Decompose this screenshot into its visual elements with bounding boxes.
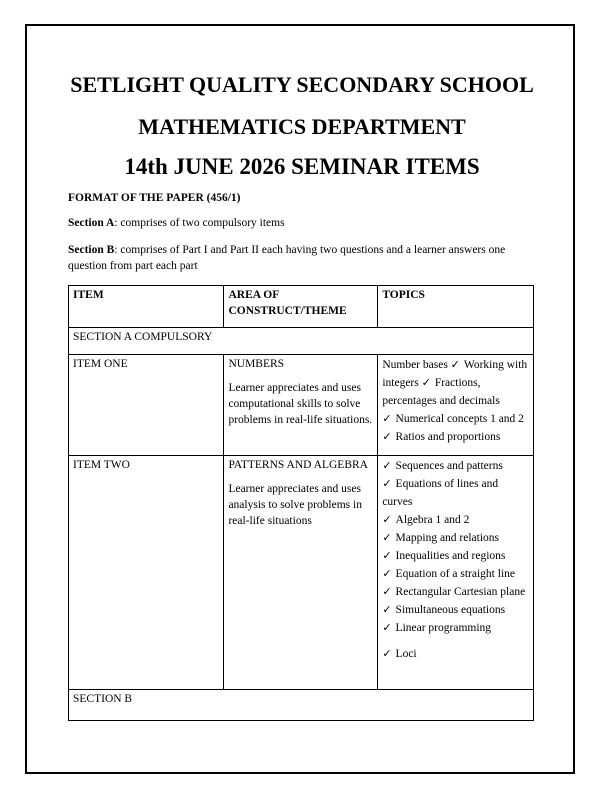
checkmark-icon: ✓ bbox=[382, 647, 392, 660]
header-item: ITEM bbox=[69, 286, 224, 328]
checkmark-icon: ✓ bbox=[450, 358, 460, 371]
section-b-label: Section B bbox=[68, 244, 115, 256]
area-title: PATTERNS AND ALGEBRA bbox=[228, 459, 368, 471]
checkmark-icon: ✓ bbox=[382, 585, 392, 598]
header-topics: TOPICS bbox=[378, 286, 534, 328]
table-row bbox=[69, 456, 534, 690]
section-a-description bbox=[68, 215, 536, 231]
topic-item: ✓ Linear programming bbox=[382, 621, 492, 634]
topic-item: ✓ Loci bbox=[382, 647, 417, 660]
section-a-text: : comprises of two compulsory items bbox=[114, 217, 285, 229]
checkmark-icon: ✓ bbox=[382, 621, 392, 634]
checkmark-icon: ✓ bbox=[382, 531, 392, 544]
section-a-cell: SECTION A COMPULSORY bbox=[69, 328, 534, 355]
checkmark-icon: ✓ bbox=[382, 513, 392, 526]
topic-item: ✓ Sequences and patterns bbox=[382, 459, 503, 472]
topic-item: ✓ Mapping and relations bbox=[382, 531, 500, 544]
items-table bbox=[68, 285, 534, 721]
topics-cell bbox=[378, 456, 534, 690]
topics-cell bbox=[378, 355, 534, 456]
topic-item: ✓ Inequalities and regions bbox=[382, 549, 506, 562]
checkmark-icon: ✓ bbox=[382, 412, 392, 425]
format-heading: FORMAT OF THE PAPER (456/1) bbox=[68, 192, 241, 204]
table-row bbox=[69, 355, 534, 456]
area-cell bbox=[224, 456, 378, 690]
seminar-title: 14th JUNE 2026 SEMINAR ITEMS bbox=[124, 154, 480, 179]
topic-item: Fractions, percentages and decimals bbox=[382, 377, 500, 407]
section-a-label: Section A bbox=[68, 217, 115, 229]
area-description: Learner appreciates and uses computational skills to solve problems in real-life situations. bbox=[228, 382, 373, 426]
table-header-row bbox=[69, 286, 534, 328]
area-cell bbox=[224, 355, 378, 456]
checkmark-icon: ✓ bbox=[382, 603, 392, 616]
department-name: MATHEMATICS DEPARTMENT bbox=[138, 114, 466, 139]
topic-item: Numerical concepts 1 and 2 bbox=[395, 413, 524, 425]
checkmark-icon: ✓ bbox=[382, 430, 392, 443]
section-b-row bbox=[69, 690, 534, 721]
topic-item: Number bases bbox=[382, 359, 448, 371]
section-b-text: : comprises of Part I and Part II each having two questions and a learner answers one question from part each part bbox=[68, 244, 506, 272]
topic-item: Working with integers bbox=[382, 359, 528, 389]
checkmark-icon: ✓ bbox=[382, 477, 392, 490]
topic-item: ✓ Equations of lines and curves bbox=[382, 477, 499, 508]
topic-item: ✓ Algebra 1 and 2 bbox=[382, 513, 470, 526]
item-cell: ITEM ONE bbox=[69, 355, 224, 456]
school-name: SETLIGHT QUALITY SECONDARY SCHOOL bbox=[70, 72, 534, 97]
section-b-cell: SECTION B bbox=[69, 690, 534, 721]
topic-item: ✓ Equation of a straight line bbox=[382, 567, 515, 580]
item-cell: ITEM TWO bbox=[69, 456, 224, 690]
topic-item: ✓ Simultaneous equations bbox=[382, 603, 506, 616]
header-area: AREA OF CONSTRUCT/THEME bbox=[224, 286, 378, 328]
checkmark-icon: ✓ bbox=[382, 549, 392, 562]
checkmark-icon: ✓ bbox=[382, 459, 392, 472]
section-b-description bbox=[68, 242, 536, 274]
checkmark-icon: ✓ bbox=[382, 567, 392, 580]
area-description: Learner appreciates and uses analysis to solve problems in real-life situations bbox=[228, 483, 362, 527]
area-title: NUMBERS bbox=[228, 358, 285, 370]
section-a-row bbox=[69, 328, 534, 355]
checkmark-icon: ✓ bbox=[421, 376, 431, 389]
topic-item: Ratios and proportions bbox=[395, 431, 501, 443]
topic-item: ✓ Rectangular Cartesian plane bbox=[382, 585, 526, 598]
